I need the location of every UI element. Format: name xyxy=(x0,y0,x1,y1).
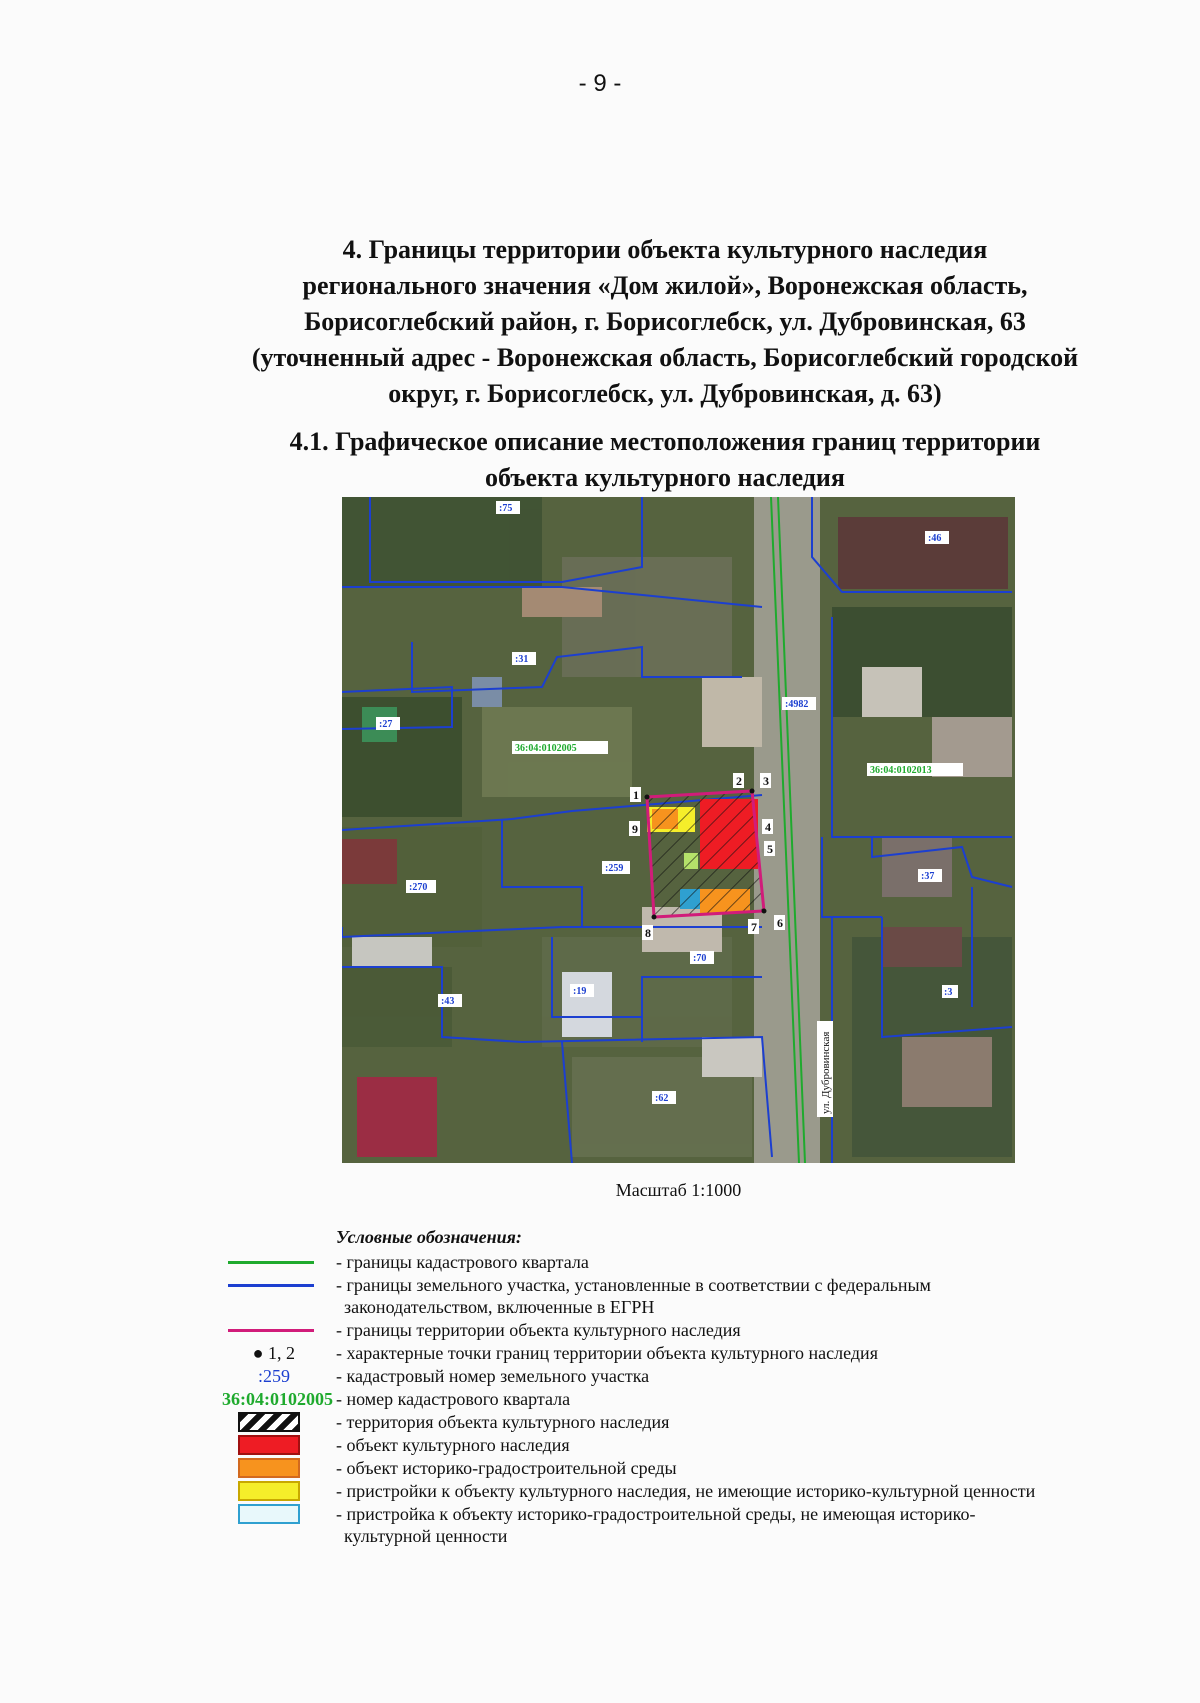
legend-row xyxy=(0,1251,1200,1273)
heading-line: 4.1. Графическое описание местоположения границ территории xyxy=(289,427,1041,456)
heading-line: Борисоглебский район, г. Борисоглебск, ул. Дубровинская, 63 xyxy=(304,307,1026,336)
point-label: 5 xyxy=(767,842,773,856)
boundary-point xyxy=(774,915,785,930)
territory-boundary-line-symbol xyxy=(228,1329,314,1332)
page-number: - 9 - xyxy=(578,70,622,97)
boundary-point xyxy=(764,841,775,856)
parcel-label xyxy=(690,951,714,964)
heading-line: округ, г. Борисоглебск, ул. Дубровинская, д. 63) xyxy=(388,379,942,408)
legend-text: законодательством, включенные в ЕГРН xyxy=(344,1297,655,1317)
parcel-label xyxy=(602,861,630,874)
boundary-point xyxy=(760,773,771,788)
parcel-label-text: :75 xyxy=(499,503,513,514)
point-label: 9 xyxy=(632,822,638,836)
legend-text: - номер кадастрового квартала xyxy=(336,1389,571,1409)
heading-line: (уточненный адрес - Воронежская область, Борисоглебский городской xyxy=(251,343,1079,372)
point-label: 8 xyxy=(645,926,651,940)
heritage-object-symbol xyxy=(238,1435,300,1455)
parcel-label xyxy=(782,697,816,710)
extension-env-symbol xyxy=(238,1504,300,1524)
point-label: 6 xyxy=(777,916,783,930)
legend-row xyxy=(0,1319,1200,1341)
legend-text: - объект культурного наследия xyxy=(336,1435,570,1455)
quarter-label xyxy=(867,763,963,776)
street-label xyxy=(817,1021,833,1117)
point-label: 3 xyxy=(763,774,769,788)
parcel-label-text: :31 xyxy=(515,654,529,665)
boundary-point xyxy=(642,925,653,940)
legend-row xyxy=(0,1274,1200,1296)
parcel-label xyxy=(570,984,594,997)
parcel-label-text: :46 xyxy=(928,533,942,544)
legend-text: - границы территории объекта культурного наследия xyxy=(336,1320,741,1340)
boundary-point xyxy=(630,787,641,802)
point-label: 1 xyxy=(633,788,639,802)
boundary-point xyxy=(629,821,640,836)
parcel-label-text: :3 xyxy=(944,987,953,998)
parcel-label xyxy=(376,717,400,730)
legend-row xyxy=(0,1365,1200,1387)
point-marker xyxy=(750,789,755,794)
heading-line: регионального значения «Дом жилой», Воронежская область, xyxy=(302,271,1028,300)
territory-hatch-symbol xyxy=(238,1412,300,1432)
legend-text: культурной ценности xyxy=(344,1526,508,1546)
quarter-boundary-line-symbol xyxy=(228,1261,314,1264)
boundary-point xyxy=(733,773,744,788)
legend-text: - пристройки к объекту культурного наследия, не имеющие историко-культурной ценности xyxy=(336,1481,1036,1501)
parcel-label xyxy=(652,1091,676,1104)
legend-text: - объект историко-градостроительной среды xyxy=(336,1458,677,1478)
point-label: 2 xyxy=(736,774,742,788)
parcel-label-text: :4982 xyxy=(785,699,809,710)
heading-line: 4. Границы территории объекта культурного наследия xyxy=(342,235,988,264)
legend-text: - территория объекта культурного наследия xyxy=(336,1412,670,1432)
parcel-label xyxy=(406,880,436,893)
historic-environment-symbol xyxy=(238,1458,300,1478)
heading-line: объекта культурного наследия xyxy=(485,463,845,492)
parcel-label xyxy=(942,985,958,998)
parcel-label xyxy=(512,652,536,665)
legend-text: - кадастровый номер земельного участка xyxy=(336,1366,650,1386)
parcel-label xyxy=(438,994,462,1007)
legend-text: - границы земельного участка, установленные в соответствии с федеральным xyxy=(336,1275,931,1295)
cadastral-map xyxy=(342,497,1015,1163)
street-label-text: ул. Дубровинская xyxy=(820,1031,832,1114)
legend-row xyxy=(0,1296,1200,1318)
legend-row xyxy=(0,1342,1200,1364)
legend-title: Условные обозначения: xyxy=(336,1227,522,1247)
point-symbol: ● 1, 2 xyxy=(252,1343,295,1363)
boundary-point xyxy=(762,819,773,834)
parcel-label-text: :37 xyxy=(921,871,935,882)
point-label: 4 xyxy=(765,820,771,834)
boundary-point xyxy=(748,919,759,934)
legend-row xyxy=(0,1434,1200,1456)
parcel-label-text: :62 xyxy=(655,1093,669,1104)
heritage-territory xyxy=(647,791,764,917)
legend-text: - характерные точки границ территории объекта культурного наследия xyxy=(336,1343,878,1363)
point-label: 7 xyxy=(751,920,757,934)
quarter-label-text: 36:04:0102005 xyxy=(515,743,577,754)
parcel-label-text: :259 xyxy=(605,863,624,874)
legend-row xyxy=(0,1457,1200,1479)
quarter-label-text: 36:04:0102013 xyxy=(870,765,932,776)
parcel-label-text: :43 xyxy=(441,996,455,1007)
parcel-boundary-line-symbol xyxy=(228,1284,314,1287)
point-marker xyxy=(762,909,767,914)
parcel-label-text: :27 xyxy=(379,719,393,730)
legend-row xyxy=(0,1525,1200,1547)
quarter-number-symbol: 36:04:0102005 xyxy=(222,1389,333,1409)
parcel-label xyxy=(925,531,949,544)
parcel-label-text: :19 xyxy=(573,986,587,997)
legend-row xyxy=(0,1388,1200,1410)
point-marker xyxy=(652,915,657,920)
section-4-1-heading xyxy=(190,424,1140,496)
territory-hatch xyxy=(647,791,764,917)
legend-row xyxy=(0,1480,1200,1502)
legend-text: - границы кадастрового квартала xyxy=(336,1252,589,1272)
point-marker xyxy=(645,795,650,800)
legend-row xyxy=(0,1411,1200,1433)
parcel-number-symbol: :259 xyxy=(257,1366,290,1386)
map-scale: Масштаб 1:1000 xyxy=(615,1180,742,1200)
parcel-label xyxy=(496,501,520,514)
section-4-heading xyxy=(190,232,1140,412)
extension-no-value-symbol xyxy=(238,1481,300,1501)
parcel-label xyxy=(918,869,942,882)
legend-text: - пристройка к объекту историко-градостроительной среды, не имеющая историко- xyxy=(336,1504,976,1524)
legend-row xyxy=(0,1503,1200,1525)
quarter-label xyxy=(512,741,608,754)
parcel-label-text: :270 xyxy=(409,882,428,893)
parcel-label-text: :70 xyxy=(693,953,707,964)
